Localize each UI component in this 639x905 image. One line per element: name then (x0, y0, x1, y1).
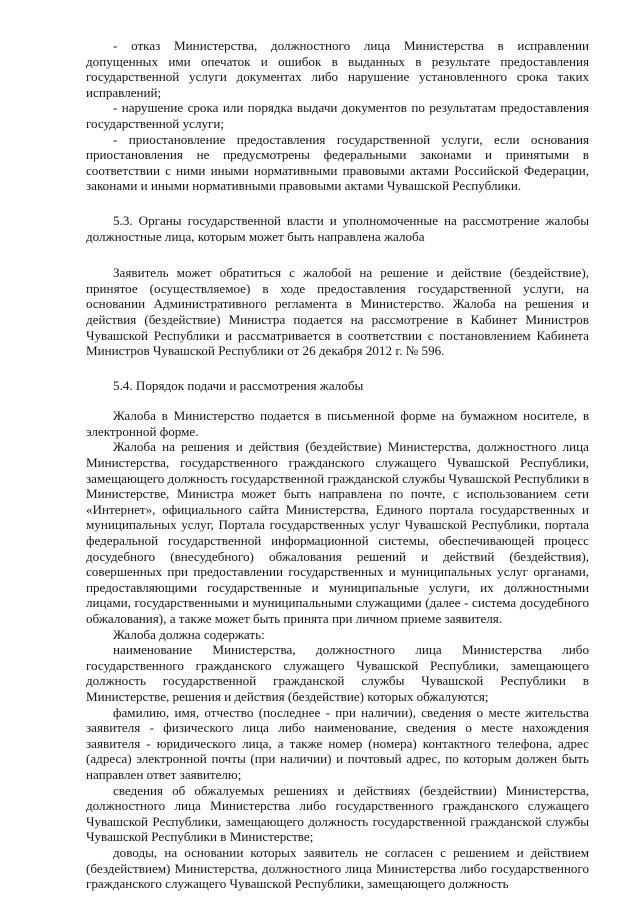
paragraph: доводы, на основании которых заявитель не согласен с решением и действием (бездействием) Министерства, должностного лица Министерства либо государственного гражданского служащего Чувашской Республики, замещающего должность (86, 844, 589, 892)
paragraph: - нарушение срока или порядка выдачи документов по результатам предоставления государственной услуги; (86, 100, 589, 131)
paragraph: Заявитель может обратиться с жалобой на решение и действие (бездействие), принятое (осуществляемое) в ходе предоставления государственной услуги, на основании Административного регламента в Министерство. Жалоба на решения и действия (бездействие) Министра подается на рассмотрение в Кабинет Министров Чувашской Республики и рассматривается в соответствии с постановлением Кабинета Министров Чувашской Республики от 26 декабря 2012 г. № 596. (86, 265, 589, 359)
paragraph: фамилию, имя, отчество (последнее - при наличии), сведения о месте жительства заявителя - физического лица либо наименование, сведения о месте нахождения заявителя - юридического лица, а также номер (номера) контактного телефона, адрес (адреса) электронной почты (при наличии) и почтовый адрес, по которым должен быть направлен ответ заявителю; (86, 704, 589, 782)
paragraph: сведения об обжалуемых решениях и действиях (бездействии) Министерства, должностного лица Министерства либо государственного гражданского служащего Чувашской Республики, замещающего должность государственной гражданской службы Чувашской Республики в Министерстве; (86, 782, 589, 845)
section-spacer (86, 393, 589, 408)
paragraph: наименование Министерства, должностного лица Министерства либо государственного гражданского служащего Чувашской Республики, замещающего должность государственной гражданской службы Чувашской Республики в Министерстве, решения и действия (бездействие) которых обжалуются; (86, 642, 589, 704)
paragraph: Жалоба в Министерство подается в письменной форме на бумажном носителе, в электронной форме. (86, 408, 589, 439)
section-spacer (86, 194, 589, 213)
document-page (86, 38, 589, 892)
paragraph: - приостановление предоставления государственной услуги, если основания приостановления не предусмотрены федеральными законами и принятыми в соответствии с ними иными нормативными правовыми актами Российской Федерации, законами и иными нормативными правовыми актами Чувашской Республики. (86, 131, 589, 194)
section-heading: 5.3. Органы государственной власти и уполномоченные на рассмотрение жалобы должностные лица, которым может быть направлена жалоба (86, 212, 589, 244)
paragraph: - отказ Министерства, должностного лица Министерства в исправлении допущенных ими опечаток и ошибок в выданных в результате предоставления государственной услуги документах либо нарушение установленного срока таких исправлений; (86, 38, 589, 100)
section-spacer (86, 359, 589, 378)
section-heading: 5.4. Порядок подачи и рассмотрения жалобы (113, 377, 364, 393)
paragraph: Жалоба должна содержать: (113, 626, 265, 642)
section-spacer (86, 244, 589, 265)
paragraph: Жалоба на решения и действия (бездействие) Министерства, должностного лица Министерства, государственного гражданского служащего Чувашской Республики, замещающего должность государственной гражданской службы Чувашской Республики в Министерстве, Министра может быть направлена по почте, с использованием сети «Интернет», официального сайта Министерства, Единого портала государственных и муниципальных услуг, Портала государственных услуг Чувашской Республики, портала федеральной государственной информационной системы, обеспечивающей процесс досудебного (внесудебного) обжалования решений и действий (бездействия), совершенных при предоставлении государственных и муниципальных услуг органами, предоставляющими государственные и муниципальные услуги, их должностными лицами, государственными и муниципальными служащими (далее - система досудебного обжалования), а также может быть принята при личном приеме заявителя. (86, 439, 589, 626)
